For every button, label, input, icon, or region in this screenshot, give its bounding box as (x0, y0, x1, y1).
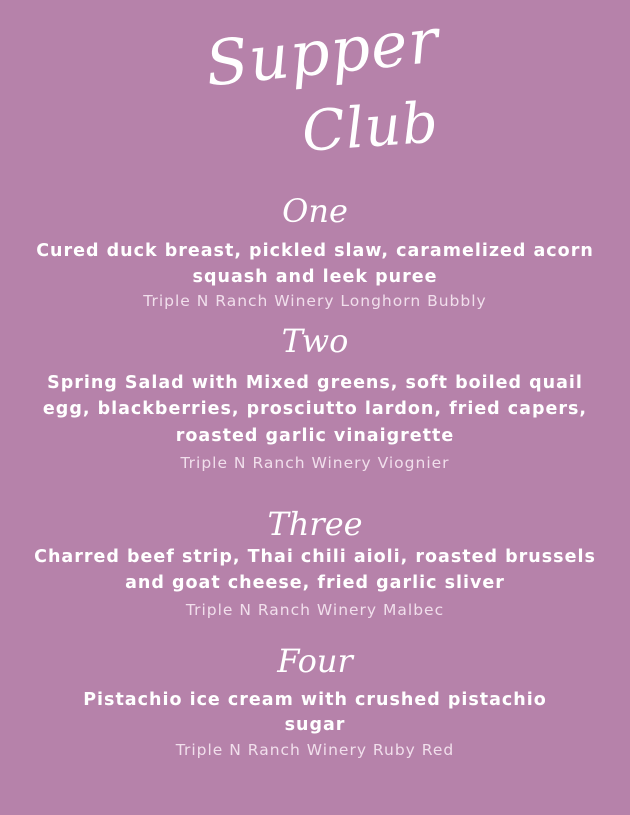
title-club: Club (300, 90, 441, 165)
course-heading-four: Four (277, 642, 353, 680)
course-four-dish-line: Pistachio ice cream with crushed pistachio (83, 690, 547, 710)
course-heading-two: Two (281, 322, 349, 360)
course-heading-one: One (282, 192, 348, 230)
course-two-dish-line: Spring Salad with Mixed greens, soft boiled quail (47, 373, 583, 393)
course-three-wine: Triple N Ranch Winery Malbec (185, 601, 445, 619)
course-two-wine: Triple N Ranch Winery Viognier (180, 454, 450, 472)
course-one-wine: Triple N Ranch Winery Longhorn Bubbly (143, 292, 487, 310)
course-four-wine: Triple N Ranch Winery Ruby Red (175, 741, 455, 759)
course-two-dish-line: egg, blackberries, prosciutto lardon, fried capers, (42, 399, 588, 419)
course-one-dish-line: Cured duck breast, pickled slaw, caramelized acorn (36, 241, 594, 261)
course-one-dish-line: squash and leek puree (192, 267, 438, 287)
course-heading-three: Three (267, 505, 363, 543)
course-three-dish-line: and goat cheese, fried garlic sliver (125, 573, 505, 593)
course-two-dish-line: roasted garlic vinaigrette (175, 426, 455, 446)
title-supper: Supper (202, 3, 443, 101)
course-four-dish-line: sugar (284, 715, 346, 735)
course-three-dish-line: Charred beef strip, Thai chili aioli, roasted brussels (34, 547, 596, 567)
